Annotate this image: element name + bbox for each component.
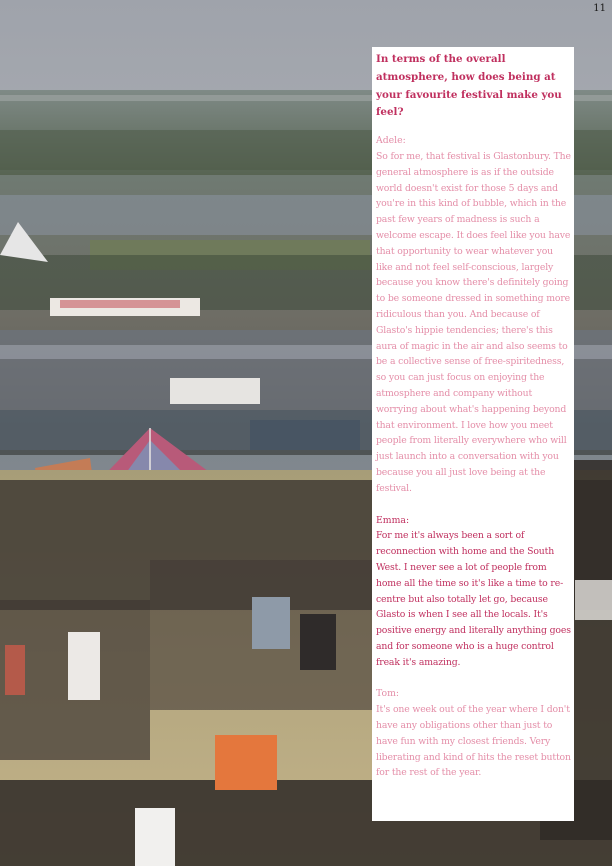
answer-block-adele: [376, 133, 571, 496]
answer-text: For me it's always been a sort of reconnection with home and the South West. I never see a lot of people from home all the time so it's like a time to re-centre but also totally let go, because Glasto is when I see all the locals. It's positive energy and literally anything goes and for someone who is a huge control freak it's amazing.: [376, 530, 571, 668]
interview-question: In terms of the overall atmosphere, how does being at your favourite festival make you feel?: [376, 53, 562, 119]
speaker-name: Tom:: [376, 688, 400, 700]
interview-text-panel: [372, 47, 574, 821]
speaker-name: Adele:: [376, 135, 406, 147]
speaker-name: Emma:: [376, 514, 410, 526]
answer-block-tom: [376, 686, 571, 781]
answer-text: So for me, that festival is Glastonbury. The general atmosphere is as if the outside world doesn't exist for those 5 days and you're in this kind of bubble, which in the past few years of madness is such a welcome escape. It does feel like you have that opportunity to wear whatever you like and not feel self-conscious, largely because you know there's definitely going to be someone dressed in something more ridiculous than you. And because of Glasto's hippie tendencies; there's this aura of magic in the air and also seems to be a collective sense of free-spiritedness, so you can just focus on enjoying the atmosphere and company without worrying about what's happening beyond that environment. I love how you meet people from literally everywhere who will just launch into a conversation with you because you all just love being at the festival.: [376, 150, 571, 494]
answer-block-emma: [376, 513, 571, 671]
answer-text: It's one week out of the year where I don't have any obligations other than just to have fun with my closest friends. Very liberating and kind of hits the reset button for the rest of the year.: [376, 704, 571, 779]
page-number: 11: [593, 3, 606, 14]
